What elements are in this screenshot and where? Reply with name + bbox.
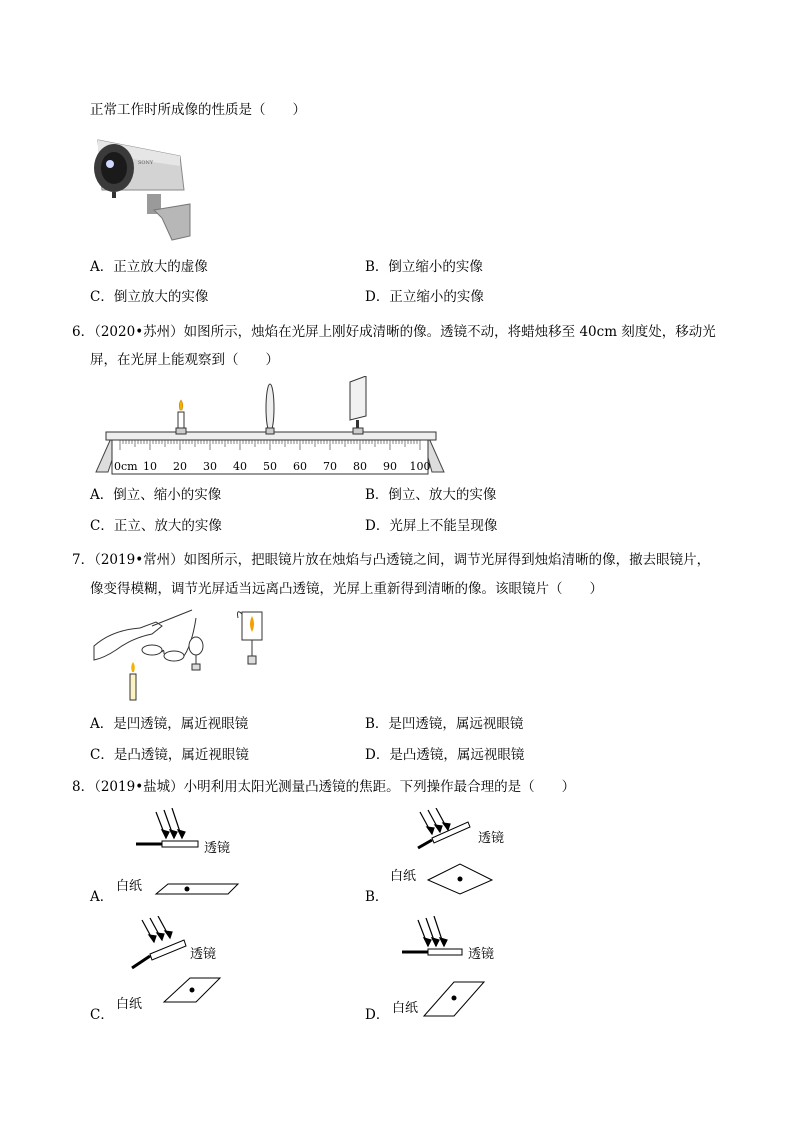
candle-icon bbox=[176, 400, 186, 434]
ruler-label: 100 bbox=[409, 460, 431, 473]
q7-option-c[interactable]: C．是凸透镜，属近视眼镜 bbox=[90, 747, 249, 763]
q6-stem-line1: 6．（2020•苏州）如图所示，烛焰在光屏上刚好成清晰的像。透镜不动，将蜡烛移至 40cm 刻度处，移动光 bbox=[72, 324, 716, 340]
q6-stem-line2: 屏，在光屏上能观察到（ ） bbox=[90, 352, 279, 368]
q8-option-a[interactable]: A． bbox=[90, 889, 114, 905]
q8-option-b-figure[interactable] bbox=[388, 808, 528, 906]
q8-option-d[interactable]: D． bbox=[365, 1007, 390, 1023]
lens-label: 透镜 bbox=[190, 947, 217, 962]
light-screen-icon bbox=[238, 612, 263, 664]
q7-option-d[interactable]: D．是凸透镜，属远视眼镜 bbox=[365, 747, 525, 763]
q6-option-c[interactable]: C．正立、放大的实像 bbox=[90, 518, 222, 534]
q7-option-a[interactable]: A．是凹透镜，属近视眼镜 bbox=[90, 716, 249, 732]
q5-option-b[interactable]: B．倒立缩小的实像 bbox=[365, 259, 483, 275]
q5-option-a[interactable]: A．正立放大的虚像 bbox=[90, 259, 208, 275]
q7-stem-line2: 像变得模糊，调节光屏适当远离凸透镜，光屏上重新得到清晰的像。该眼镜片（ ） bbox=[90, 581, 603, 597]
ruler-label: 20 bbox=[173, 460, 187, 473]
paper-label: 白纸 bbox=[116, 997, 143, 1012]
q7-option-b[interactable]: B．是凹透镜，属远视眼镜 bbox=[365, 716, 524, 732]
camera-brand-text: SONY bbox=[138, 160, 154, 166]
optical-bench-figure bbox=[92, 376, 452, 476]
q8-option-c[interactable]: C． bbox=[90, 1007, 114, 1023]
lens-label: 透镜 bbox=[478, 831, 505, 846]
ruler-label: 30 bbox=[203, 460, 217, 473]
q6-option-b[interactable]: B．倒立、放大的实像 bbox=[365, 487, 497, 503]
ruler-label: 80 bbox=[353, 460, 367, 473]
q5-stem: 正常工作时所成像的性质是（ ） bbox=[90, 102, 306, 118]
ruler-label: 70 bbox=[323, 460, 337, 473]
q8-option-a-figure[interactable] bbox=[112, 808, 252, 906]
q8-option-c-figure[interactable] bbox=[112, 916, 252, 1018]
candle-icon bbox=[130, 662, 136, 700]
q5-option-d[interactable]: D．正立缩小的实像 bbox=[365, 289, 484, 305]
light-screen-icon bbox=[350, 376, 366, 434]
ruler-label: 90 bbox=[383, 460, 397, 473]
convex-lens-icon bbox=[266, 384, 274, 434]
ruler-label: 0cm bbox=[114, 460, 138, 473]
security-camera-image bbox=[92, 132, 200, 244]
eyeglass-experiment-figure bbox=[92, 604, 282, 704]
ruler-label: 60 bbox=[293, 460, 307, 473]
paper-label: 白纸 bbox=[116, 879, 143, 894]
q8-stem: 8．（2019•盐城）小明利用太阳光测量凸透镜的焦距。下列操作最合理的是（ ） bbox=[72, 779, 576, 795]
lens-label: 透镜 bbox=[468, 947, 495, 962]
ruler-label: 50 bbox=[263, 460, 277, 473]
paper-label: 白纸 bbox=[392, 1001, 419, 1016]
ruler-label: 40 bbox=[233, 460, 247, 473]
q8-option-d-figure[interactable] bbox=[388, 916, 528, 1018]
lens-label: 透镜 bbox=[204, 841, 231, 856]
ruler-label: 10 bbox=[143, 460, 157, 473]
convex-lens-icon bbox=[189, 637, 203, 670]
q6-option-d[interactable]: D．光屏上不能呈现像 bbox=[365, 518, 498, 534]
q5-option-c[interactable]: C．倒立放大的实像 bbox=[90, 289, 209, 305]
q6-option-a[interactable]: A．倒立、缩小的实像 bbox=[90, 487, 222, 503]
paper-label: 白纸 bbox=[390, 869, 417, 884]
q7-stem-line1: 7．（2019•常州）如图所示，把眼镜片放在烛焰与凸透镜之间，调节光屏得到烛焰清晰的像，撤去眼镜片， bbox=[72, 552, 711, 568]
q8-option-b[interactable]: B． bbox=[365, 889, 389, 905]
